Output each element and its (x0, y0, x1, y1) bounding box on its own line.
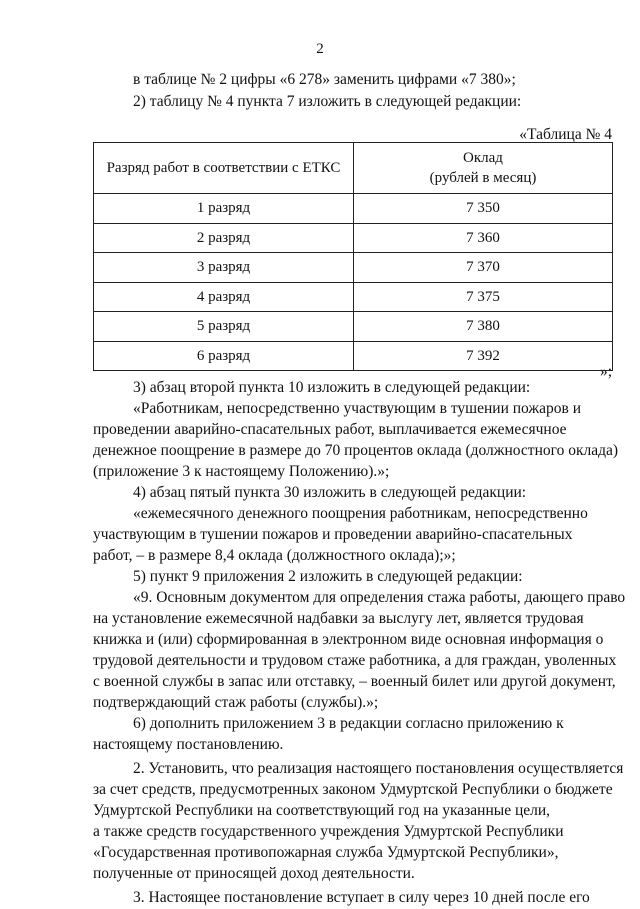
section-2-line: Удмуртской Республики на соответствующий год на указанные цели, (93, 802, 551, 819)
table-row (94, 312, 613, 342)
section-2-line: 2. Установить, что реализация настоящего постановления осуществляется (133, 760, 624, 777)
section-2-line: за счет средств, предусмотренных законом Удмуртской Республики о бюджете (93, 781, 613, 798)
section-2-line: «Государственная противопожарная служба Удмуртской Республики», (93, 844, 559, 861)
table-row (94, 341, 613, 371)
table-header-row (94, 143, 613, 194)
table-row (94, 282, 613, 312)
grade-cell: 6 разряд (94, 341, 354, 371)
paragraph-4-heading: 4) абзац пятый пункта 30 изложить в следующей редакции: (133, 484, 527, 501)
table-row (94, 223, 613, 253)
table-caption: «Таблица № 4 (519, 126, 612, 143)
paragraph-5-quote-line: подтверждающий стаж работы (службы).»; (93, 694, 379, 711)
grade-cell: 1 разряд (94, 194, 354, 224)
paragraph-5-quote-line: трудовой деятельности и трудовом стаже работника, а для граждан, уволенных (93, 652, 617, 669)
intro-line-2: 2) таблицу № 4 пункта 7 изложить в следующей редакции: (133, 93, 522, 110)
paragraph-4-quote-line: участвующим в тушении пожаров и проведении аварийно-спасательных (93, 526, 573, 543)
paragraph-3-quote-line: проведении аварийно-спасательных работ, выплачивается ежемесячное (93, 421, 567, 438)
paragraph-4-quote-line: «ежемесячного денежного поощрения работникам, непосредственно (133, 505, 588, 522)
salary-cell: 7 392 (354, 341, 613, 371)
section-2-line: полученные от приносящей доход деятельности. (93, 865, 415, 882)
header-salary (354, 143, 613, 194)
grade-cell: 5 разряд (94, 312, 354, 342)
header-grade: Разряд работ в соответствии с ЕТКС (94, 143, 354, 194)
table-closing-quote: »; (599, 363, 612, 380)
header-salary-title: Оклад (463, 150, 503, 166)
header-salary-unit: (рублей в месяц) (429, 170, 537, 186)
section-3-line: 3. Настоящее постановление вступает в силу через 10 дней после его (133, 889, 590, 906)
paragraph-3-quote-line: «Работникам, непосредственно участвующим в тушении пожаров и (133, 400, 581, 417)
page-number: 2 (316, 41, 324, 57)
paragraph-3-quote-line: денежное поощрение в размере до 70 процентов оклада (должностного оклада) (93, 442, 619, 459)
paragraph-5-heading: 5) пункт 9 приложения 2 изложить в следующей редакции: (133, 568, 523, 585)
salary-cell: 7 380 (354, 312, 613, 342)
section-2-line: а также средств государственного учреждения Удмуртской Республики (93, 823, 564, 840)
paragraph-5-quote-line: книжка и (или) сформированная в электронном виде основная информация о (93, 631, 604, 648)
paragraph-4-quote-line: работ, – в размере 8,4 оклада (должностного оклада);»; (93, 547, 456, 564)
paragraph-6-line: настоящему постановлению. (93, 736, 284, 753)
salary-cell: 7 360 (354, 223, 613, 253)
salary-cell: 7 370 (354, 253, 613, 283)
table-row (94, 253, 613, 283)
salary-cell: 7 375 (354, 282, 613, 312)
paragraph-5-quote-line: на установление ежемесячной надбавки за выслугу лет, является трудовая (93, 610, 584, 627)
paragraph-3-quote-line: (приложение 3 к настоящему Положению).»; (93, 463, 390, 480)
grade-cell: 3 разряд (94, 253, 354, 283)
paragraph-5-quote-line: с военной службы в запас или отставку, – военный билет или другой документ, (93, 673, 616, 690)
table-row (94, 194, 613, 224)
paragraph-6-line: 6) дополнить приложением 3 в редакции согласно приложению к (133, 715, 564, 732)
salary-table (93, 142, 613, 371)
grade-cell: 2 разряд (94, 223, 354, 253)
paragraph-5-quote-line: «9. Основным документом для определения стажа работы, дающего право (133, 589, 626, 606)
salary-cell: 7 350 (354, 194, 613, 224)
grade-cell: 4 разряд (94, 282, 354, 312)
paragraph-3-heading: 3) абзац второй пункта 10 изложить в следующей редакции: (133, 379, 531, 396)
intro-line-1: в таблице № 2 цифры «6 278» заменить цифрами «7 380»; (133, 71, 516, 88)
